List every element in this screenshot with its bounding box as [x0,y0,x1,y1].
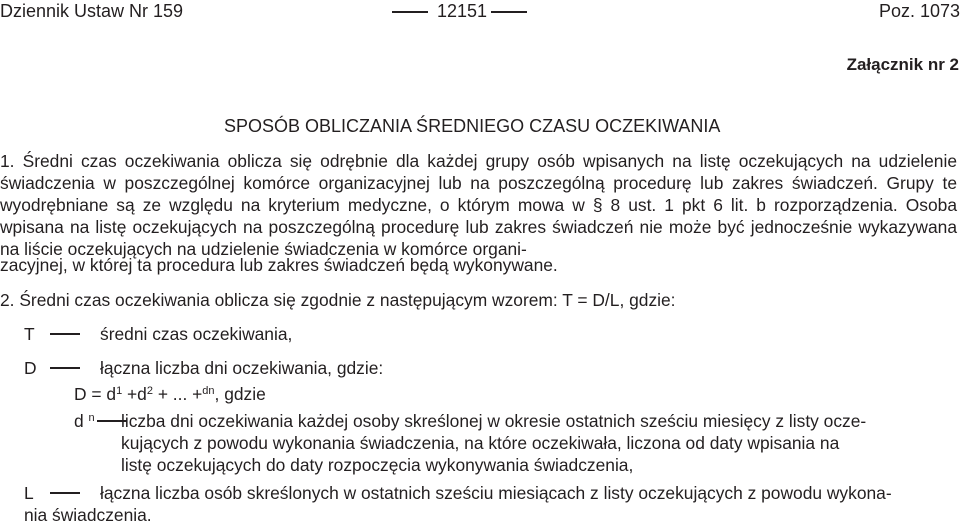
formula-tail: , gdzie [214,384,266,404]
document-title: SPOSÓB OBLICZANIA ŚREDNIEGO CZASU OCZEKIWANIA [224,116,721,136]
symbol-dn-sup: n [88,412,95,424]
l-definition-line-2: nia świadczenia. [24,505,152,525]
paragraph-1: 1. Średni czas oczekiwania oblicza się odrębnie dla każdej grupy osób wpisanych na listę oczekujących na udzielenie świadczenia w poszczególnej komórce organizacyjnej lub na poszczególną procedurę lub zakres świadczeń. Grupy te wyodrębniane są ze względu na kryterium medyczne, o którym mowa w § 8 ust. 1 pkt 6 lit. b rozporządzenia. Osoba wpisana na listę oczekujących na poszczególną procedurę lub zakres świadczeń nie może być jednocześnie wykazywana na liście oczekujących na udzielenie świadczenia w komórce organi- [0,151,957,259]
d-dash [50,367,80,369]
dn-definition-line-3: listę oczekujących do daty rozpoczęcia wykonywania świadczenia, [121,455,634,475]
formula-sup-1: 1 [116,385,123,397]
journal-title: Dziennik Ustaw Nr 159 [0,1,184,21]
formula [74,383,266,405]
formula-plus: +d [122,384,147,404]
dn-definition-line-1: liczba dni oczekiwania każdej osoby skreślonej w okresie ostatnich sześciu miesięcy z listy ocze- [121,411,867,431]
formula-lead: D = d [74,384,117,404]
header-dash-right [491,11,527,13]
l-dash [50,492,80,494]
formula-dots: + ... + [152,384,203,404]
formula-sup-dn: dn [202,385,215,397]
symbol-l: L [24,483,34,503]
page-number: 12151 [437,1,488,21]
l-definition-line-1: łączna liczba osób skreślonych w ostatnich sześciu miesiącach z listy oczekujących z powodu wykona- [100,483,892,503]
position-number: Poz. 1073 [878,1,960,21]
t-definition: średni czas oczekiwania, [100,324,293,344]
header-dash-left [392,11,428,13]
t-dash [50,333,80,335]
dn-definition-line-2: kujących z powodu wykonania świadczenia, na które oczekiwała, liczona od daty wpisania na [121,433,840,453]
paragraph-2: 2. Średni czas oczekiwania oblicza się zgodnie z następującym wzorem: T = D/L, gdzie: [0,290,676,310]
d-definition: łączna liczba dni oczekiwania, gdzie: [100,358,384,378]
symbol-t: T [24,324,35,344]
annex-label: Załącznik nr 2 [846,55,959,74]
paragraph-1-last-line: zacyjnej, w której ta procedura lub zakres świadczeń będą wykonywane. [0,255,558,275]
symbol-dn-base: d [74,411,84,431]
symbol-dn [74,410,95,432]
formula-sup-2: 2 [146,385,153,397]
symbol-d: D [24,358,37,378]
